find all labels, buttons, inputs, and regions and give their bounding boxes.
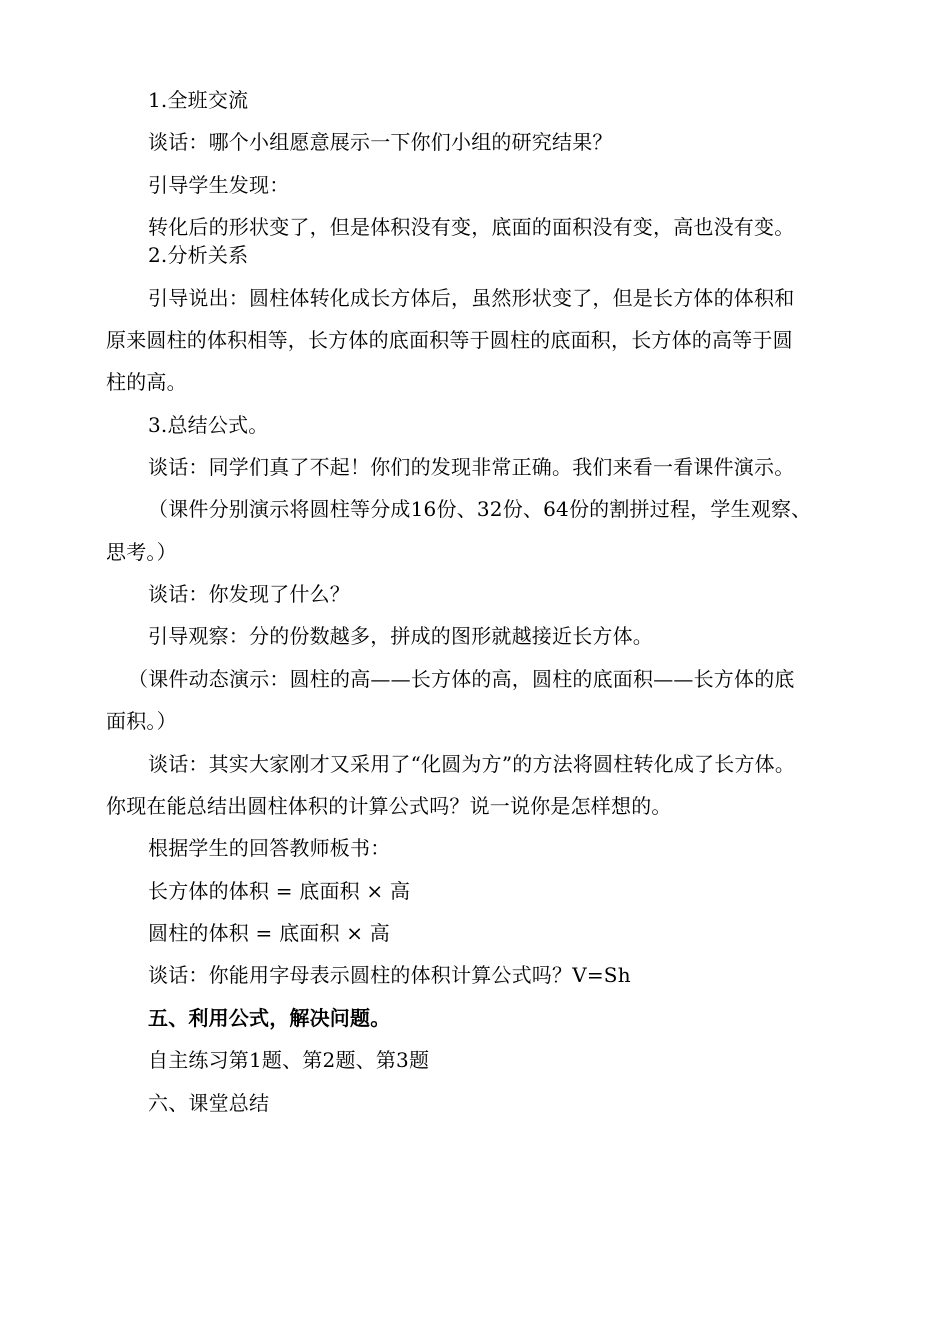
- paragraph-line: 谈话：其实大家刚才又采用了“化圆为方”的方法将圆柱转化成了长方体。: [148, 752, 796, 776]
- paragraph-line: 谈话：哪个小组愿意展示一下你们小组的研究结果？: [148, 130, 613, 154]
- paragraph-line: 柱的高。: [106, 370, 187, 394]
- paragraph-line: （课件动态演示：圆柱的高——长方体的高，圆柱的底面积——长方体的底: [128, 667, 795, 691]
- paragraph-line: （课件分别演示将圆柱等分成16份、32份、64份的割拼过程，学生观察、: [148, 497, 812, 521]
- formula-cuboid-volume: 长方体的体积 = 底面积 × 高: [148, 879, 411, 903]
- paragraph-line: 思考。）: [106, 540, 177, 564]
- section-heading-summarize-formula: 3.总结公式。: [148, 413, 269, 437]
- paragraph-line: 引导观察：分的份数越多，拼成的图形就越接近长方体。: [148, 624, 653, 648]
- paragraph-line: 谈话：你发现了什么？: [148, 582, 350, 606]
- section-heading-class-exchange: 1.全班交流: [148, 88, 249, 112]
- paragraph-line: 自主练习第1题、第2题、第3题: [148, 1048, 430, 1072]
- paragraph-line: 你现在能总结出圆柱体积的计算公式吗？说一说你是怎样想的。: [106, 794, 672, 818]
- section-heading-apply-formula: 五、利用公式，解决问题。: [148, 1006, 391, 1030]
- paragraph-line: 谈话：同学们真了不起！你们的发现非常正确。我们来看一看课件演示。: [148, 455, 795, 479]
- paragraph-line: 引导说出：圆柱体转化成长方体后，虽然形状变了，但是长方体的体积和: [148, 286, 795, 310]
- paragraph-line: 根据学生的回答教师板书：: [148, 836, 391, 860]
- paragraph-line: 原来圆柱的体积相等，长方体的底面积等于圆柱的底面积，长方体的高等于圆: [106, 328, 793, 352]
- paragraph-line: 谈话：你能用字母表示圆柱的体积计算公式吗？V=Sh: [148, 963, 631, 987]
- paragraph-line: 引导学生发现：: [148, 173, 290, 197]
- formula-cylinder-volume: 圆柱的体积 = 底面积 × 高: [148, 921, 390, 945]
- paragraph-line: 转化后的形状变了，但是体积没有变，底面的面积没有变，高也没有变。: [148, 215, 795, 239]
- paragraph-line: 面积。）: [106, 709, 177, 733]
- section-heading-analyze-relation: 2.分析关系: [148, 243, 249, 267]
- section-heading-class-summary: 六、课堂总结: [148, 1091, 270, 1115]
